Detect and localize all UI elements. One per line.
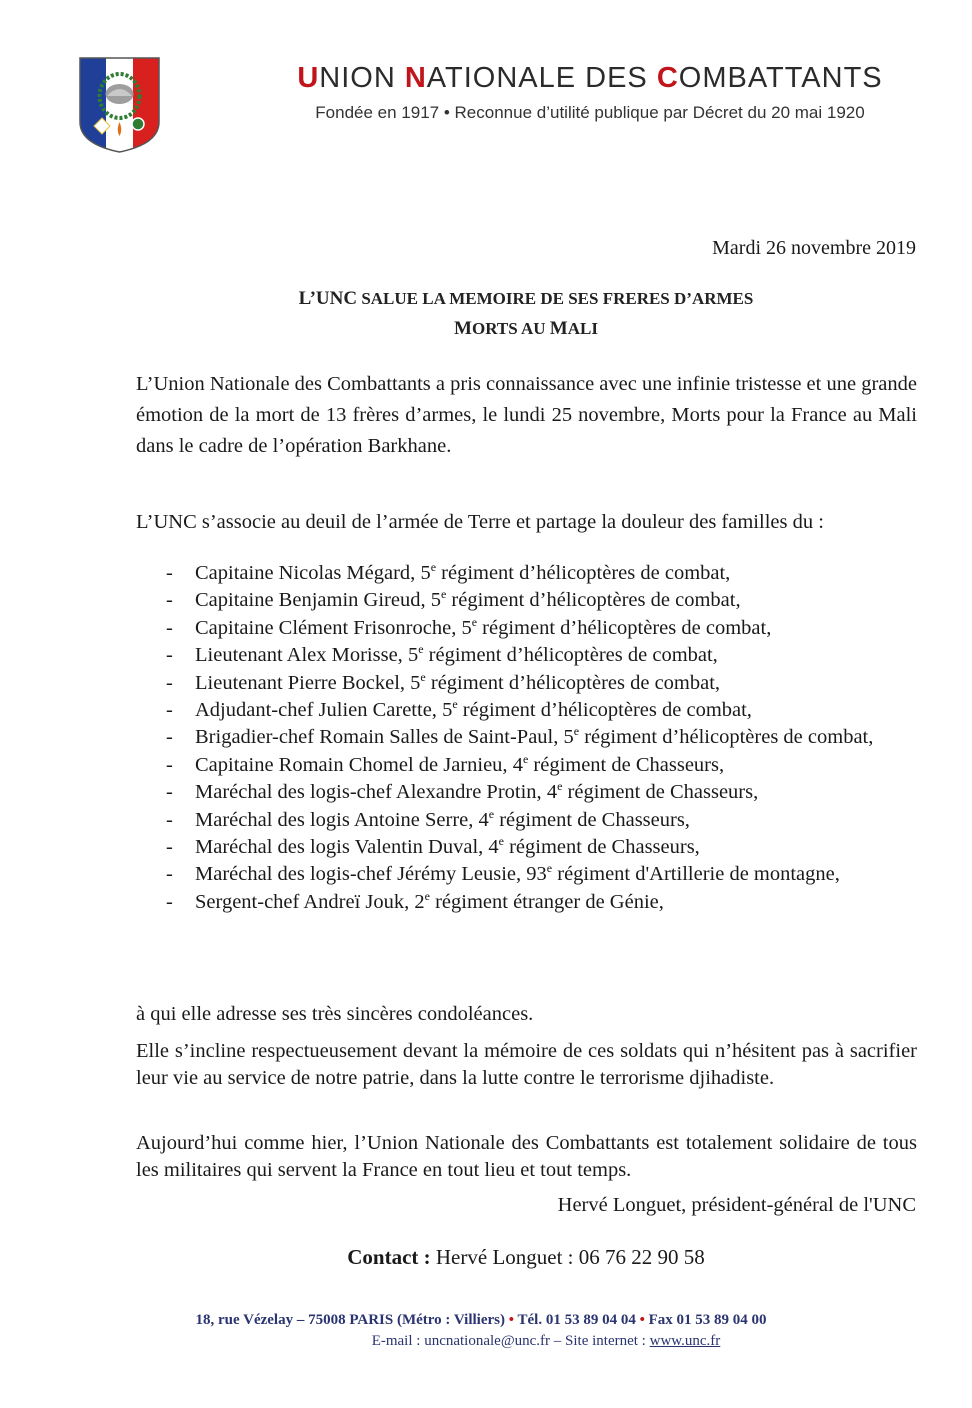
paragraph-solidarity: Aujourd’hui comme hier, l’Union Nationale des Combattants est totalement solidaire de tous les militaires qui servent la France en tout lieu et tout temps.	[136, 1132, 917, 1181]
list-item: - Brigadier-chef Romain Salles de Saint-Paul, 5e régiment d’hélicoptères de combat,	[166, 724, 874, 749]
contact-line	[0, 1245, 972, 1270]
logo-letters: U N C	[105, 60, 134, 71]
website-link[interactable]: www.unc.fr	[649, 1333, 721, 1349]
list-item: - Capitaine Romain Chomel de Jarnieu, 4e régiment de Chasseurs,	[166, 752, 725, 776]
list-item: - Adjudant-chef Julien Carette, 5e régiment d’hélicoptères de combat,	[166, 697, 752, 722]
title-part-1: UNION	[297, 62, 405, 94]
footer-contact: E-mail : uncnationale@unc.fr – Site internet : www.unc.fr	[371, 1333, 721, 1349]
list-item: - Capitaine Clément Frisonroche, 5e régiment d’hélicoptères de combat,	[166, 614, 772, 639]
unc-logo	[78, 56, 161, 154]
list-item: - Maréchal des logis Valentin Duval, 4e régiment de Chasseurs,	[166, 834, 700, 859]
list-item: - Lieutenant Alex Morisse, 5e régiment d’hélicoptères de combat,	[166, 642, 718, 667]
document-date: Mardi 26 novembre 2019	[712, 237, 916, 259]
paragraph-intro: L’Union Nationale des Combattants a pris connaissance avec une infinie tristesse et une grande émotion de la mort de 13 frères d’armes, le lundi 25 novembre, Morts pour la France au Mali dans le cadre de l’opération Barkhane.	[136, 373, 917, 457]
paragraph-association: L’UNC s’associe au deuil de l’armée de Terre et partage la douleur des familles du :	[136, 511, 824, 533]
document-heading-line-1: L’UNC SALUE LA MEMOIRE DE SES FRERES D’ARMES	[298, 288, 754, 309]
soldiers-list	[136, 560, 917, 916]
contact-label: Contact :	[347, 1245, 431, 1269]
organization-title	[200, 62, 972, 95]
list-item: - Capitaine Nicolas Mégard, 5e régiment d’hélicoptères de combat,	[166, 560, 731, 584]
list-item: - Maréchal des logis Antoine Serre, 4e régiment de Chasseurs,	[166, 806, 690, 831]
document-heading-line-2: MORTS AU MALI	[454, 318, 598, 339]
list-item: - Sergent-chef Andreï Jouk, 2e régiment étranger de Génie,	[166, 889, 664, 913]
footer-address: 18, rue Vézelay – 75008 PARIS (Métro : Villiers) • Tél. 01 53 89 04 04 • Fax 01 53 89 04 00	[195, 1312, 767, 1328]
organization-subtitle: Fondée en 1917 • Reconnue d’utilité publique par Décret du 20 mai 1920	[315, 103, 865, 122]
list-item: - Capitaine Benjamin Gireud, 5e régiment d’hélicoptères de combat,	[166, 587, 741, 612]
paragraph-condolences: à qui elle adresse ses très sincères condoléances.	[136, 1003, 534, 1025]
contact-details: Hervé Longuet : 06 76 22 90 58	[430, 1245, 705, 1269]
paragraph-tribute: Elle s’incline respectueusement devant la mémoire de ces soldats qui n’hésitent pas à sacrifier leur vie au service de notre patrie, dans la lutte contre le terrorisme djihadiste.	[136, 1040, 917, 1089]
signature: Hervé Longuet, président-général de l'UNC	[557, 1194, 916, 1216]
title-part-2: NATIONALE DES	[404, 62, 657, 94]
list-item: - Lieutenant Pierre Bockel, 5e régiment d’hélicoptères de combat,	[166, 669, 721, 694]
title-part-3: COMBATTANTS	[656, 62, 883, 94]
list-item: - Maréchal des logis-chef Jérémy Leusie, 93e régiment d'Artillerie de montagne,	[166, 861, 840, 886]
list-item: - Maréchal des logis-chef Alexandre Protin, 4e régiment de Chasseurs,	[166, 779, 759, 804]
